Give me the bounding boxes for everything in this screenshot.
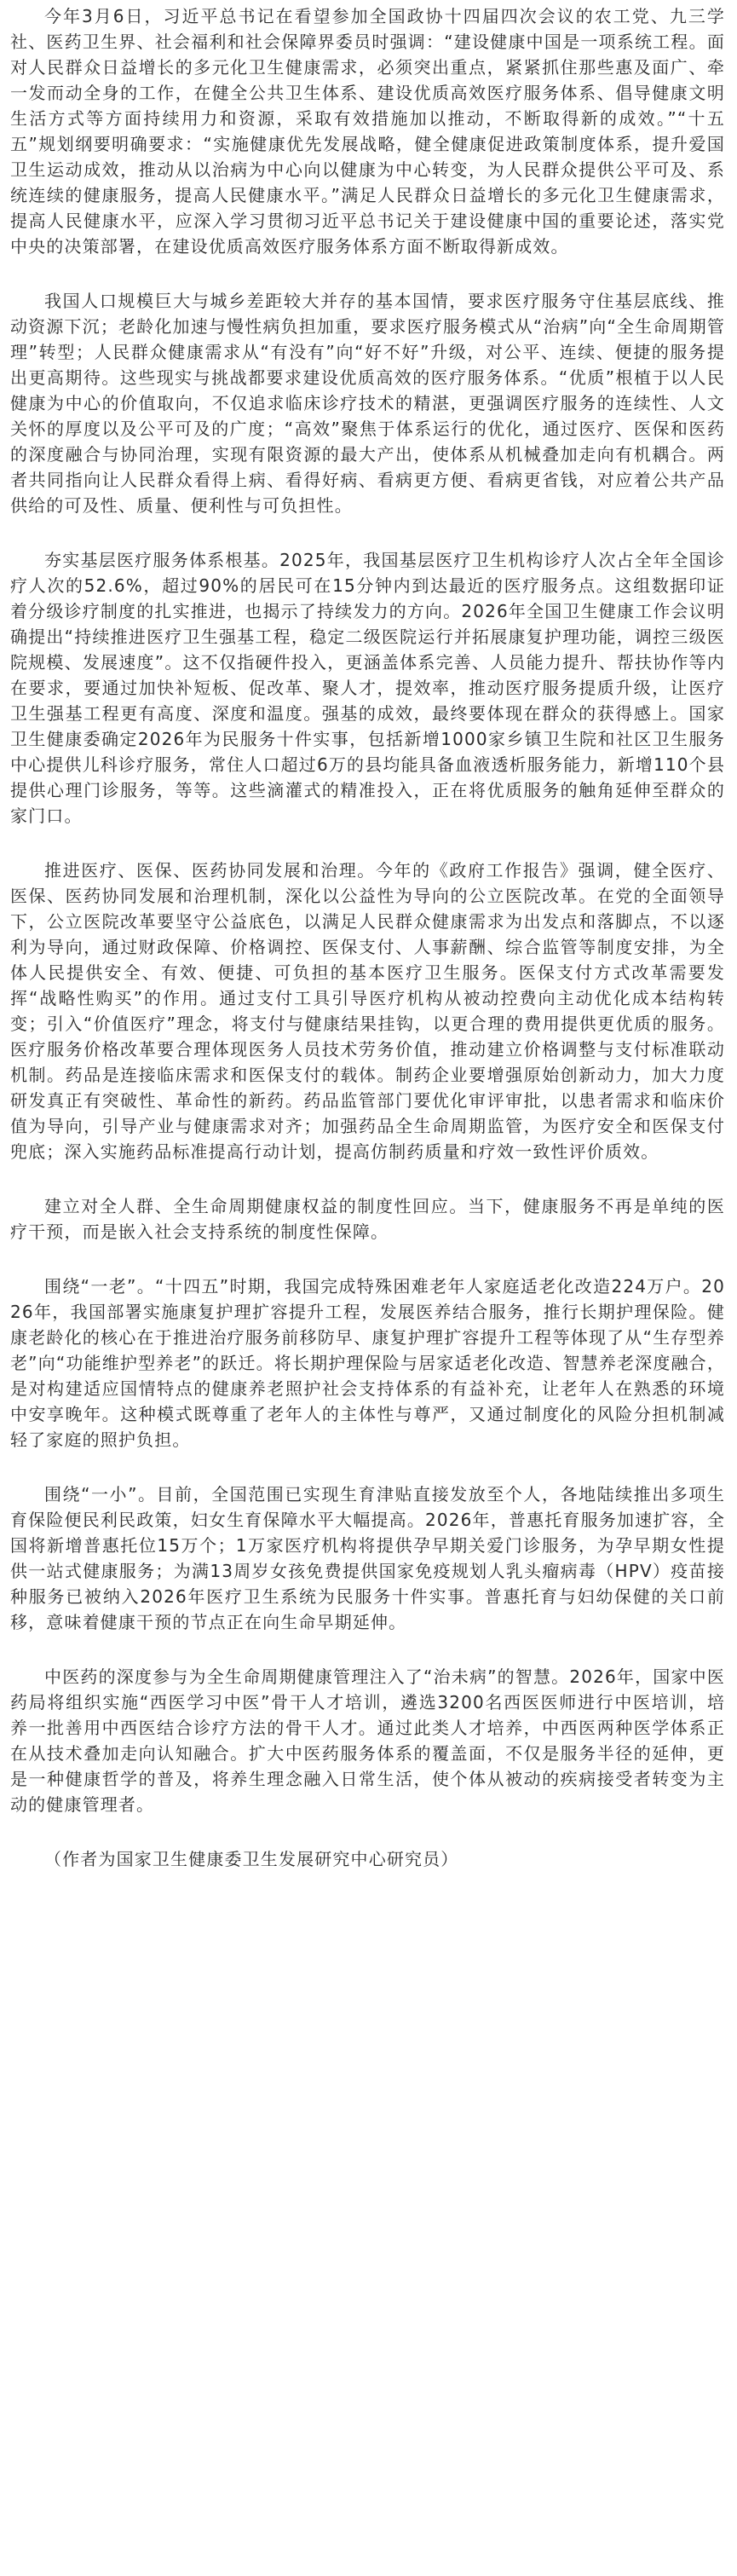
paragraph-tcm: 中医药的深度参与为全生命周期健康管理注入了“治未病”的智慧。2026年，国家中医药局将组织实施“西医学习中医”骨干人才培训，遴选3200名西医医师进行中医培训，培养一批善用中西医结合诊疗方法的骨干人才。通过此类人才培养，中西医两种医学体系正在从技术叠加走向认知融合。扩大中医药服务体系的覆盖面，不仅是服务半径的延伸，更是一种健康哲学的普及，将养生理念融入日常生活，使个体从被动的疾病接受者转变为主动的健康管理者。 xyxy=(10,1666,725,1815)
paragraph-elderly: 围绕“一老”。“十四五”时期，我国完成特殊困难老年人家庭适老化改造224万户。2026年，我国部署实施康复护理扩容提升工程，发展医养结合服务，推行长期护理保险。健康老龄化的核心在于推进治疗服务前移防早、康复护理扩容提升工程等体现了从“生存型养老”向“功能维护型养老”的跃迁。将长期护理保险与居家适老化改造、智慧养老深度融合，是对构建适应国情特点的健康养老照护社会支持体系的有益补充，让老年人在熟悉的环境中安享晚年。这种模式既尊重了老年人的主体性与尊严，又通过制度化的风险分担机制减轻了家庭的照护负担。 xyxy=(10,1276,725,1450)
paragraph-lifecycle-health: 建立对全人群、全生命周期健康权益的制度性回应。当下，健康服务不再是单纯的医疗干预，而是嵌入社会支持系统的制度性保障。 xyxy=(10,1196,725,1242)
paragraph-national-conditions: 我国人口规模巨大与城乡差距较大并存的基本国情，要求医疗服务守住基层底线、推动资源下沉；老龄化加速与慢性病负担加重，要求医疗服务模式从“治病”向“全生命周期管理”转型；人民群众健康需求从“有没有”向“好不好”升级，对公平、连续、便捷的服务提出更高期待。这些现实与挑战都要求建设优质高效的医疗服务体系。“优质”根植于以人民健康为中心的价值取向，不仅追求临床诊疗技术的精湛，更强调医疗服务的连续性、人文关怀的厚度以及公平可及的广度；“高效”聚焦于体系运行的优化，通过医疗、医保和医药的深度融合与协同治理，实现有限资源的最大产出，使体系从机械叠加走向有机耦合。两者共同指向让人民群众看得上病、看得好病、看病更方便、看病更省钱，对应着公共产品供给的可及性、质量、便利性与可负担性。 xyxy=(10,291,725,516)
paragraph-primary-care: 夯实基层医疗服务体系根基。2025年，我国基层医疗卫生机构诊疗人次占全年全国诊疗人次的52.6%，超过90%的居民可在15分钟内到达最近的医疗服务点。这组数据印证着分级诊疗制度的扎实推进，也揭示了持续发力的方向。2026年全国卫生健康工作会议明确提出“持续推进医疗卫生强基工程，稳定二级医院运行并拓展康复护理功能，调控三级医院规模、发展速度”。这不仅指硬件投入，更涵盖体系完善、人员能力提升、帮扶协作等内在要求，要通过加快补短板、促改革、聚人才，提效率，推动医疗服务提质升级，让医疗卫生强基工程更有高度、深度和温度。强基的成效，最终要体现在群众的获得感上。国家卫生健康委确定2026年为民服务十件实事，包括新增1000家乡镇卫生院和社区卫生服务中心提供儿科诊疗服务，常住人口超过6万的县均能具备血液透析服务能力，新增110个县提供心理门诊服务，等等。这些滴灌式的精准投入，正在将优质服务的触角延伸至群众的家门口。 xyxy=(10,550,725,826)
paragraph-children: 围绕“一小”。目前，全国范围已实现生育津贴直接发放至个人，各地陆续推出多项生育保险便民利民政策，妇女生育保障水平大幅提高。2026年，普惠托育服务加速扩容，全国将新增普惠托位15万个；1万家医疗机构将提供孕早期关爱门诊服务，为孕早期女性提供一站式健康服务；为满13周岁女孩免费提供国家免疫规划人乳头瘤病毒（HPV）疫苗接种服务已被纳入2026年医疗卫生系统为民服务十件实事。普惠托育与妇幼保健的关口前移，意味着健康干预的节点正在向生命早期延伸。 xyxy=(10,1484,725,1632)
paragraph-intro: 今年3月6日，习近平总书记在看望参加全国政协十四届四次会议的农工党、九三学社、医药卫生界、社会福利和社会保障界委员时强调：“建设健康中国是一项系统工程。面对人民群众日益增长的多元化卫生健康需求，必须突出重点，紧紧抓住那些惠及面广、牵一发而动全身的工作，在健全公共卫生体系、建设优质高效医疗服务体系、倡导健康文明生活方式等方面持续用力和资源，采取有效措施加以推动，不断取得新的成效。”“十五五”规划纲要明确要求：“实施健康优先发展战略，健全健康促进政策制度体系，提升爱国卫生运动成效，推动从以治病为中心向以健康为中心转变，为人民群众提供公平可及、系统连续的健康服务，提高人民健康水平。”满足人民群众日益增长的多元化卫生健康需求，提高人民健康水平，应深入学习贯彻习近平总书记关于建设健康中国的重要论述，落实党中央的决策部署，在建设优质高效医疗服务体系方面不断取得新成效。 xyxy=(10,6,725,257)
author-note: （作者为国家卫生健康委卫生发展研究中心研究员） xyxy=(44,1849,459,1869)
paragraph-three-medical-coordination: 推进医疗、医保、医药协同发展和治理。今年的《政府工作报告》强调，健全医疗、医保、医药协同发展和治理机制，深化以公益性为导向的公立医院改革。在党的全面领导下，公立医院改革要坚守公益底色，以满足人民群众健康需求为出发点和落脚点，不以逐利为导向，通过财政保障、价格调控、医保支付、人事薪酬、综合监管等制度安排，为全体人民提供安全、有效、便捷、可负担的基本医疗卫生服务。医保支付方式改革需要发挥“战略性购买”的作用。通过支付工具引导医疗机构从被动控费向主动优化成本结构转变；引入“价值医疗”理念，将支付与健康结果挂钩，以更合理的费用提供更优质的服务。医疗服务价格改革要合理体现医务人员技术劳务价值，推动建立价格调整与支付标准联动机制。药品是连接临床需求和医保支付的载体。制药企业要增强原始创新动力，加大力度研发真正有突破性、革命性的新药。药品监管部门要优化审评审批，以患者需求和临床价值为导向，引导产业与健康需求对齐；加强药品全生命周期监管，为医疗安全和医保支付兜底；深入实施药品标准提高行动计划，提高仿制药质量和疗效一致性评价质效。 xyxy=(10,860,725,1162)
